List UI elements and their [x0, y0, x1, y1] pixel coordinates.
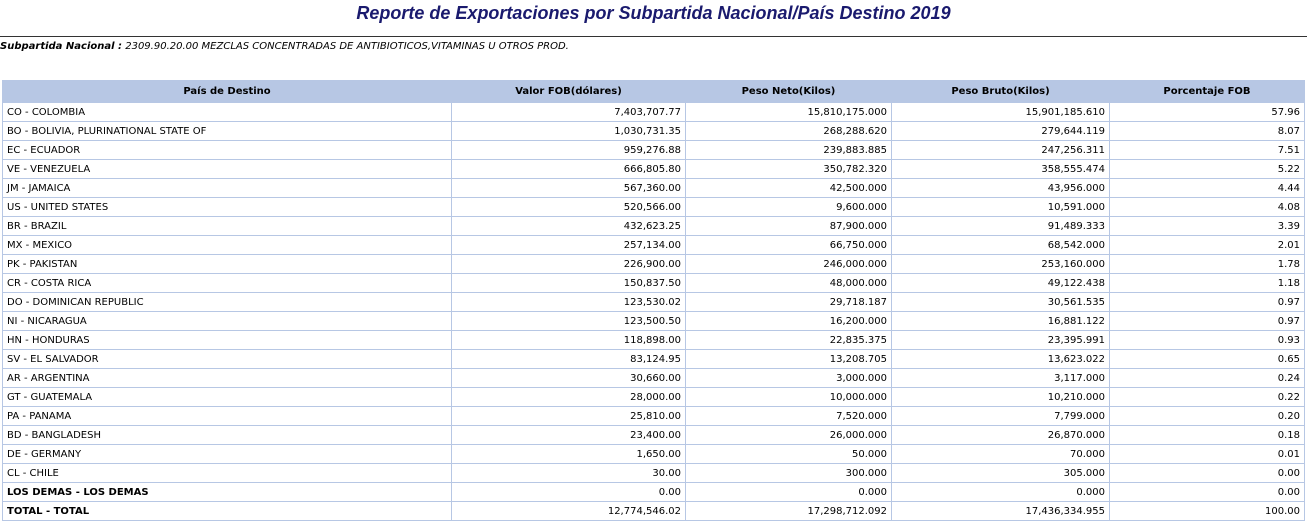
cell-fob-value: 257,134.00 — [452, 236, 686, 255]
cell-country: PK - PAKISTAN — [3, 255, 452, 274]
cell-gross-weight: 70.000 — [892, 445, 1110, 464]
cell-net-weight: 239,883.885 — [686, 141, 892, 160]
cell-net-weight: 7,520.000 — [686, 407, 892, 426]
table-row — [3, 426, 1305, 445]
table-row — [3, 255, 1305, 274]
cell-fob-value: 226,900.00 — [452, 255, 686, 274]
cell-gross-weight: 10,591.000 — [892, 198, 1110, 217]
cell-fob-value: 7,403,707.77 — [452, 103, 686, 122]
cell-net-weight: 16,200.000 — [686, 312, 892, 331]
cell-gross-weight: 23,395.991 — [892, 331, 1110, 350]
cell-gross-weight: 305.000 — [892, 464, 1110, 483]
cell-fob-value: 959,276.88 — [452, 141, 686, 160]
table-row — [3, 331, 1305, 350]
cell-fob-percent: 1.78 — [1110, 255, 1305, 274]
cell-net-weight: 10,000.000 — [686, 388, 892, 407]
cell-fob-value: 567,360.00 — [452, 179, 686, 198]
table-row — [3, 312, 1305, 331]
header-fob-percent: Porcentaje FOB — [1110, 81, 1305, 103]
cell-fob-value: 28,000.00 — [452, 388, 686, 407]
cell-country: DO - DOMINICAN REPUBLIC — [3, 293, 452, 312]
header-country: País de Destino — [3, 81, 452, 103]
cell-country: GT - GUATEMALA — [3, 388, 452, 407]
report-title: Reporte de Exportaciones por Subpartida Nacional/País Destino 2019 — [356, 3, 951, 23]
table-header-row — [3, 81, 1305, 103]
cell-country: BO - BOLIVIA, PLURINATIONAL STATE OF — [3, 122, 452, 141]
cell-gross-weight: 49,122.438 — [892, 274, 1110, 293]
cell-fob-percent: 3.39 — [1110, 217, 1305, 236]
cell-gross-weight: 91,489.333 — [892, 217, 1110, 236]
cell-country: LOS DEMAS - LOS DEMAS — [3, 483, 452, 502]
cell-country: NI - NICARAGUA — [3, 312, 452, 331]
cell-gross-weight: 13,623.022 — [892, 350, 1110, 369]
cell-gross-weight: 17,436,334.955 — [892, 502, 1110, 521]
cell-fob-value: 123,530.02 — [452, 293, 686, 312]
cell-net-weight: 22,835.375 — [686, 331, 892, 350]
cell-net-weight: 13,208.705 — [686, 350, 892, 369]
cell-fob-value: 118,898.00 — [452, 331, 686, 350]
cell-fob-percent: 4.08 — [1110, 198, 1305, 217]
cell-net-weight: 15,810,175.000 — [686, 103, 892, 122]
table-row — [3, 274, 1305, 293]
table-row — [3, 179, 1305, 198]
table-row — [3, 369, 1305, 388]
table-row — [3, 388, 1305, 407]
cell-net-weight: 29,718.187 — [686, 293, 892, 312]
cell-net-weight: 0.000 — [686, 483, 892, 502]
table-row — [3, 407, 1305, 426]
cell-fob-percent: 0.00 — [1110, 483, 1305, 502]
cell-gross-weight: 253,160.000 — [892, 255, 1110, 274]
cell-country: CR - COSTA RICA — [3, 274, 452, 293]
cell-gross-weight: 26,870.000 — [892, 426, 1110, 445]
table-row — [3, 160, 1305, 179]
cell-fob-percent: 0.97 — [1110, 312, 1305, 331]
cell-country: CL - CHILE — [3, 464, 452, 483]
cell-fob-value: 520,566.00 — [452, 198, 686, 217]
cell-fob-percent: 0.24 — [1110, 369, 1305, 388]
cell-fob-value: 23,400.00 — [452, 426, 686, 445]
cell-country: MX - MEXICO — [3, 236, 452, 255]
cell-gross-weight: 0.000 — [892, 483, 1110, 502]
cell-fob-value: 123,500.50 — [452, 312, 686, 331]
table-row — [3, 103, 1305, 122]
cell-gross-weight: 358,555.474 — [892, 160, 1110, 179]
cell-country: VE - VENEZUELA — [3, 160, 452, 179]
cell-gross-weight: 3,117.000 — [892, 369, 1110, 388]
exports-table — [2, 80, 1305, 521]
cell-fob-value: 1,030,731.35 — [452, 122, 686, 141]
header-net-weight: Peso Neto(Kilos) — [686, 81, 892, 103]
cell-fob-percent: 0.22 — [1110, 388, 1305, 407]
cell-gross-weight: 10,210.000 — [892, 388, 1110, 407]
table-row — [3, 198, 1305, 217]
cell-country: BR - BRAZIL — [3, 217, 452, 236]
cell-fob-value: 83,124.95 — [452, 350, 686, 369]
cell-country: CO - COLOMBIA — [3, 103, 452, 122]
cell-net-weight: 87,900.000 — [686, 217, 892, 236]
cell-fob-value: 0.00 — [452, 483, 686, 502]
cell-fob-value: 432,623.25 — [452, 217, 686, 236]
title-divider — [0, 36, 1307, 37]
table-body — [3, 103, 1305, 521]
cell-country: PA - PANAMA — [3, 407, 452, 426]
header-gross-weight: Peso Bruto(Kilos) — [892, 81, 1110, 103]
cell-fob-percent: 2.01 — [1110, 236, 1305, 255]
cell-fob-percent: 57.96 — [1110, 103, 1305, 122]
cell-fob-percent: 0.97 — [1110, 293, 1305, 312]
cell-net-weight: 26,000.000 — [686, 426, 892, 445]
cell-country: AR - ARGENTINA — [3, 369, 452, 388]
cell-fob-percent: 0.20 — [1110, 407, 1305, 426]
table-row — [3, 350, 1305, 369]
cell-country: BD - BANGLADESH — [3, 426, 452, 445]
cell-fob-value: 666,805.80 — [452, 160, 686, 179]
cell-gross-weight: 279,644.119 — [892, 122, 1110, 141]
cell-fob-value: 1,650.00 — [452, 445, 686, 464]
cell-fob-percent: 1.18 — [1110, 274, 1305, 293]
cell-country: DE - GERMANY — [3, 445, 452, 464]
cell-net-weight: 9,600.000 — [686, 198, 892, 217]
table-row — [3, 464, 1305, 483]
cell-fob-value: 25,810.00 — [452, 407, 686, 426]
table-row — [3, 217, 1305, 236]
table-row — [3, 141, 1305, 160]
table-row — [3, 502, 1305, 521]
cell-fob-percent: 0.18 — [1110, 426, 1305, 445]
cell-gross-weight: 68,542.000 — [892, 236, 1110, 255]
subpartida-label: Subpartida Nacional : — [0, 41, 123, 52]
table-row — [3, 445, 1305, 464]
cell-country: HN - HONDURAS — [3, 331, 452, 350]
cell-net-weight: 66,750.000 — [686, 236, 892, 255]
cell-gross-weight: 16,881.122 — [892, 312, 1110, 331]
subpartida-value: 2309.90.20.00 MEZCLAS CONCENTRADAS DE ANTIBIOTICOS,VITAMINAS U OTROS PROD. — [125, 41, 569, 52]
cell-gross-weight: 7,799.000 — [892, 407, 1110, 426]
cell-fob-percent: 5.22 — [1110, 160, 1305, 179]
cell-gross-weight: 15,901,185.610 — [892, 103, 1110, 122]
cell-fob-value: 150,837.50 — [452, 274, 686, 293]
cell-country: JM - JAMAICA — [3, 179, 452, 198]
cell-fob-percent: 4.44 — [1110, 179, 1305, 198]
table-row — [3, 236, 1305, 255]
cell-fob-percent: 0.01 — [1110, 445, 1305, 464]
cell-net-weight: 48,000.000 — [686, 274, 892, 293]
cell-net-weight: 300.000 — [686, 464, 892, 483]
cell-net-weight: 17,298,712.092 — [686, 502, 892, 521]
cell-gross-weight: 30,561.535 — [892, 293, 1110, 312]
cell-fob-percent: 0.00 — [1110, 464, 1305, 483]
table-row — [3, 483, 1305, 502]
cell-net-weight: 50.000 — [686, 445, 892, 464]
cell-net-weight: 42,500.000 — [686, 179, 892, 198]
cell-net-weight: 3,000.000 — [686, 369, 892, 388]
cell-fob-percent: 7.51 — [1110, 141, 1305, 160]
cell-fob-value: 12,774,546.02 — [452, 502, 686, 521]
cell-gross-weight: 247,256.311 — [892, 141, 1110, 160]
table-row — [3, 122, 1305, 141]
cell-country: EC - ECUADOR — [3, 141, 452, 160]
cell-net-weight: 268,288.620 — [686, 122, 892, 141]
cell-fob-percent: 0.93 — [1110, 331, 1305, 350]
cell-fob-percent: 8.07 — [1110, 122, 1305, 141]
cell-gross-weight: 43,956.000 — [892, 179, 1110, 198]
cell-net-weight: 246,000.000 — [686, 255, 892, 274]
cell-fob-percent: 0.65 — [1110, 350, 1305, 369]
cell-fob-value: 30.00 — [452, 464, 686, 483]
cell-country: SV - EL SALVADOR — [3, 350, 452, 369]
header-fob-value: Valor FOB(dólares) — [452, 81, 686, 103]
cell-country: TOTAL - TOTAL — [3, 502, 452, 521]
cell-fob-percent: 100.00 — [1110, 502, 1305, 521]
cell-country: US - UNITED STATES — [3, 198, 452, 217]
table-row — [3, 293, 1305, 312]
cell-fob-value: 30,660.00 — [452, 369, 686, 388]
cell-net-weight: 350,782.320 — [686, 160, 892, 179]
subpartida-line — [0, 41, 569, 52]
